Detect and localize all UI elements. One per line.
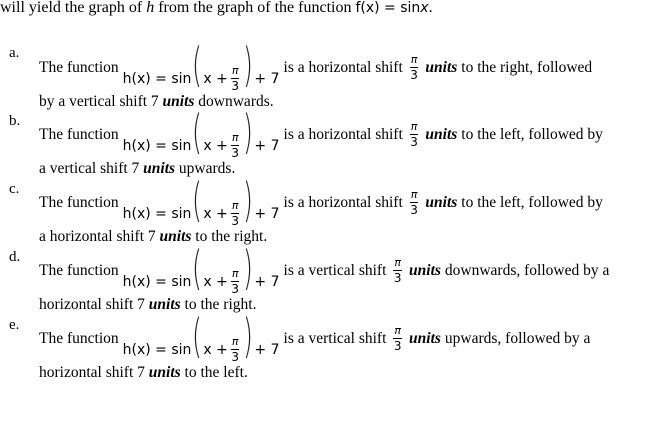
stem-end: . (428, 0, 433, 16)
stem-middle: from the graph of the function (158, 0, 352, 16)
pi-over-3-fraction: $\frac{\pi}{3}$ (231, 335, 239, 364)
function-expression: h(x) = sin(x + $\frac{\pi}{3}$ )+ 7 (122, 240, 280, 296)
option-d-line2[interactable]: horizontal shift 7 units to the right. (39, 296, 257, 313)
pi-over-3-fraction: $\frac{\pi}{3}$ (393, 324, 402, 353)
option-b-line2[interactable]: a vertical shift 7 units upwards. (39, 160, 236, 177)
stem-var-h: h (146, 0, 155, 16)
option-a-letter: a. (9, 45, 20, 61)
function-expression: h(x) = sin(x + $\frac{\pi}{3}$ )+ 7 (122, 308, 280, 364)
option-b-letter: b. (9, 113, 21, 129)
pi-over-3-fraction: $\frac{\pi}{3}$ (231, 267, 239, 296)
stem-function: f(x) = sinx (355, 0, 429, 16)
option-d-line1[interactable]: The function h(x) = sin(x + $\frac{\pi}{3}$ )+ 7 is a vertical shift $\frac{\pi}{3}$ units downwards, followed by a (39, 240, 610, 296)
option-e-letter: e. (9, 317, 20, 333)
option-e-line1[interactable]: The function h(x) = sin(x + $\frac{\pi}{3}$ )+ 7 is a vertical shift $\frac{\pi}{3}$ units upwards, followed by a (39, 308, 591, 364)
function-expression: h(x) = sin(x + $\frac{\pi}{3}$ )+ 7 (122, 37, 280, 93)
pi-over-3-fraction: $\frac{\pi}{3}$ (231, 131, 239, 160)
function-expression: h(x) = sin(x + $\frac{\pi}{3}$ )+ 7 (122, 172, 280, 228)
pi-over-3-fraction: $\frac{\pi}{3}$ (231, 64, 239, 93)
pi-over-3-fraction: $\frac{\pi}{3}$ (410, 53, 418, 82)
question-stem (0, 0, 433, 17)
option-b-line1[interactable]: The function h(x) = sin(x + $\frac{\pi}{3}$ )+ 7 is a horizontal shift $\frac{\pi}{3}$ units to the left, followed by (39, 104, 603, 160)
function-expression: h(x) = sin(x + $\frac{\pi}{3}$ )+ 7 (122, 104, 280, 160)
option-a-line1[interactable]: The function h(x) = sin(x + $\frac{\pi}{3}$ )+ 7 is a horizontal shift $\frac{\pi}{3}$ units to the right, followed (39, 37, 593, 93)
pi-over-3-fraction: $\frac{\pi}{3}$ (410, 188, 418, 217)
option-c-line1[interactable]: The function h(x) = sin(x + $\frac{\pi}{3}$ )+ 7 is a horizontal shift $\frac{\pi}{3}$ units to the left, followed by (39, 172, 603, 228)
pi-over-3-fraction: $\frac{\pi}{3}$ (410, 120, 418, 149)
option-c-letter: c. (9, 181, 20, 197)
option-d-letter: d. (9, 249, 21, 265)
option-c-line2[interactable]: a horizontal shift 7 units to the right. (39, 228, 268, 245)
pi-over-3-fraction: $\frac{\pi}{3}$ (393, 256, 402, 285)
pi-over-3-fraction: $\frac{\pi}{3}$ (231, 199, 239, 228)
option-e-line2[interactable]: horizontal shift 7 units to the left. (39, 364, 248, 381)
stem-prefix: will yield the graph of (0, 0, 143, 16)
option-a-line2[interactable]: by a vertical shift 7 units downwards. (39, 93, 274, 110)
